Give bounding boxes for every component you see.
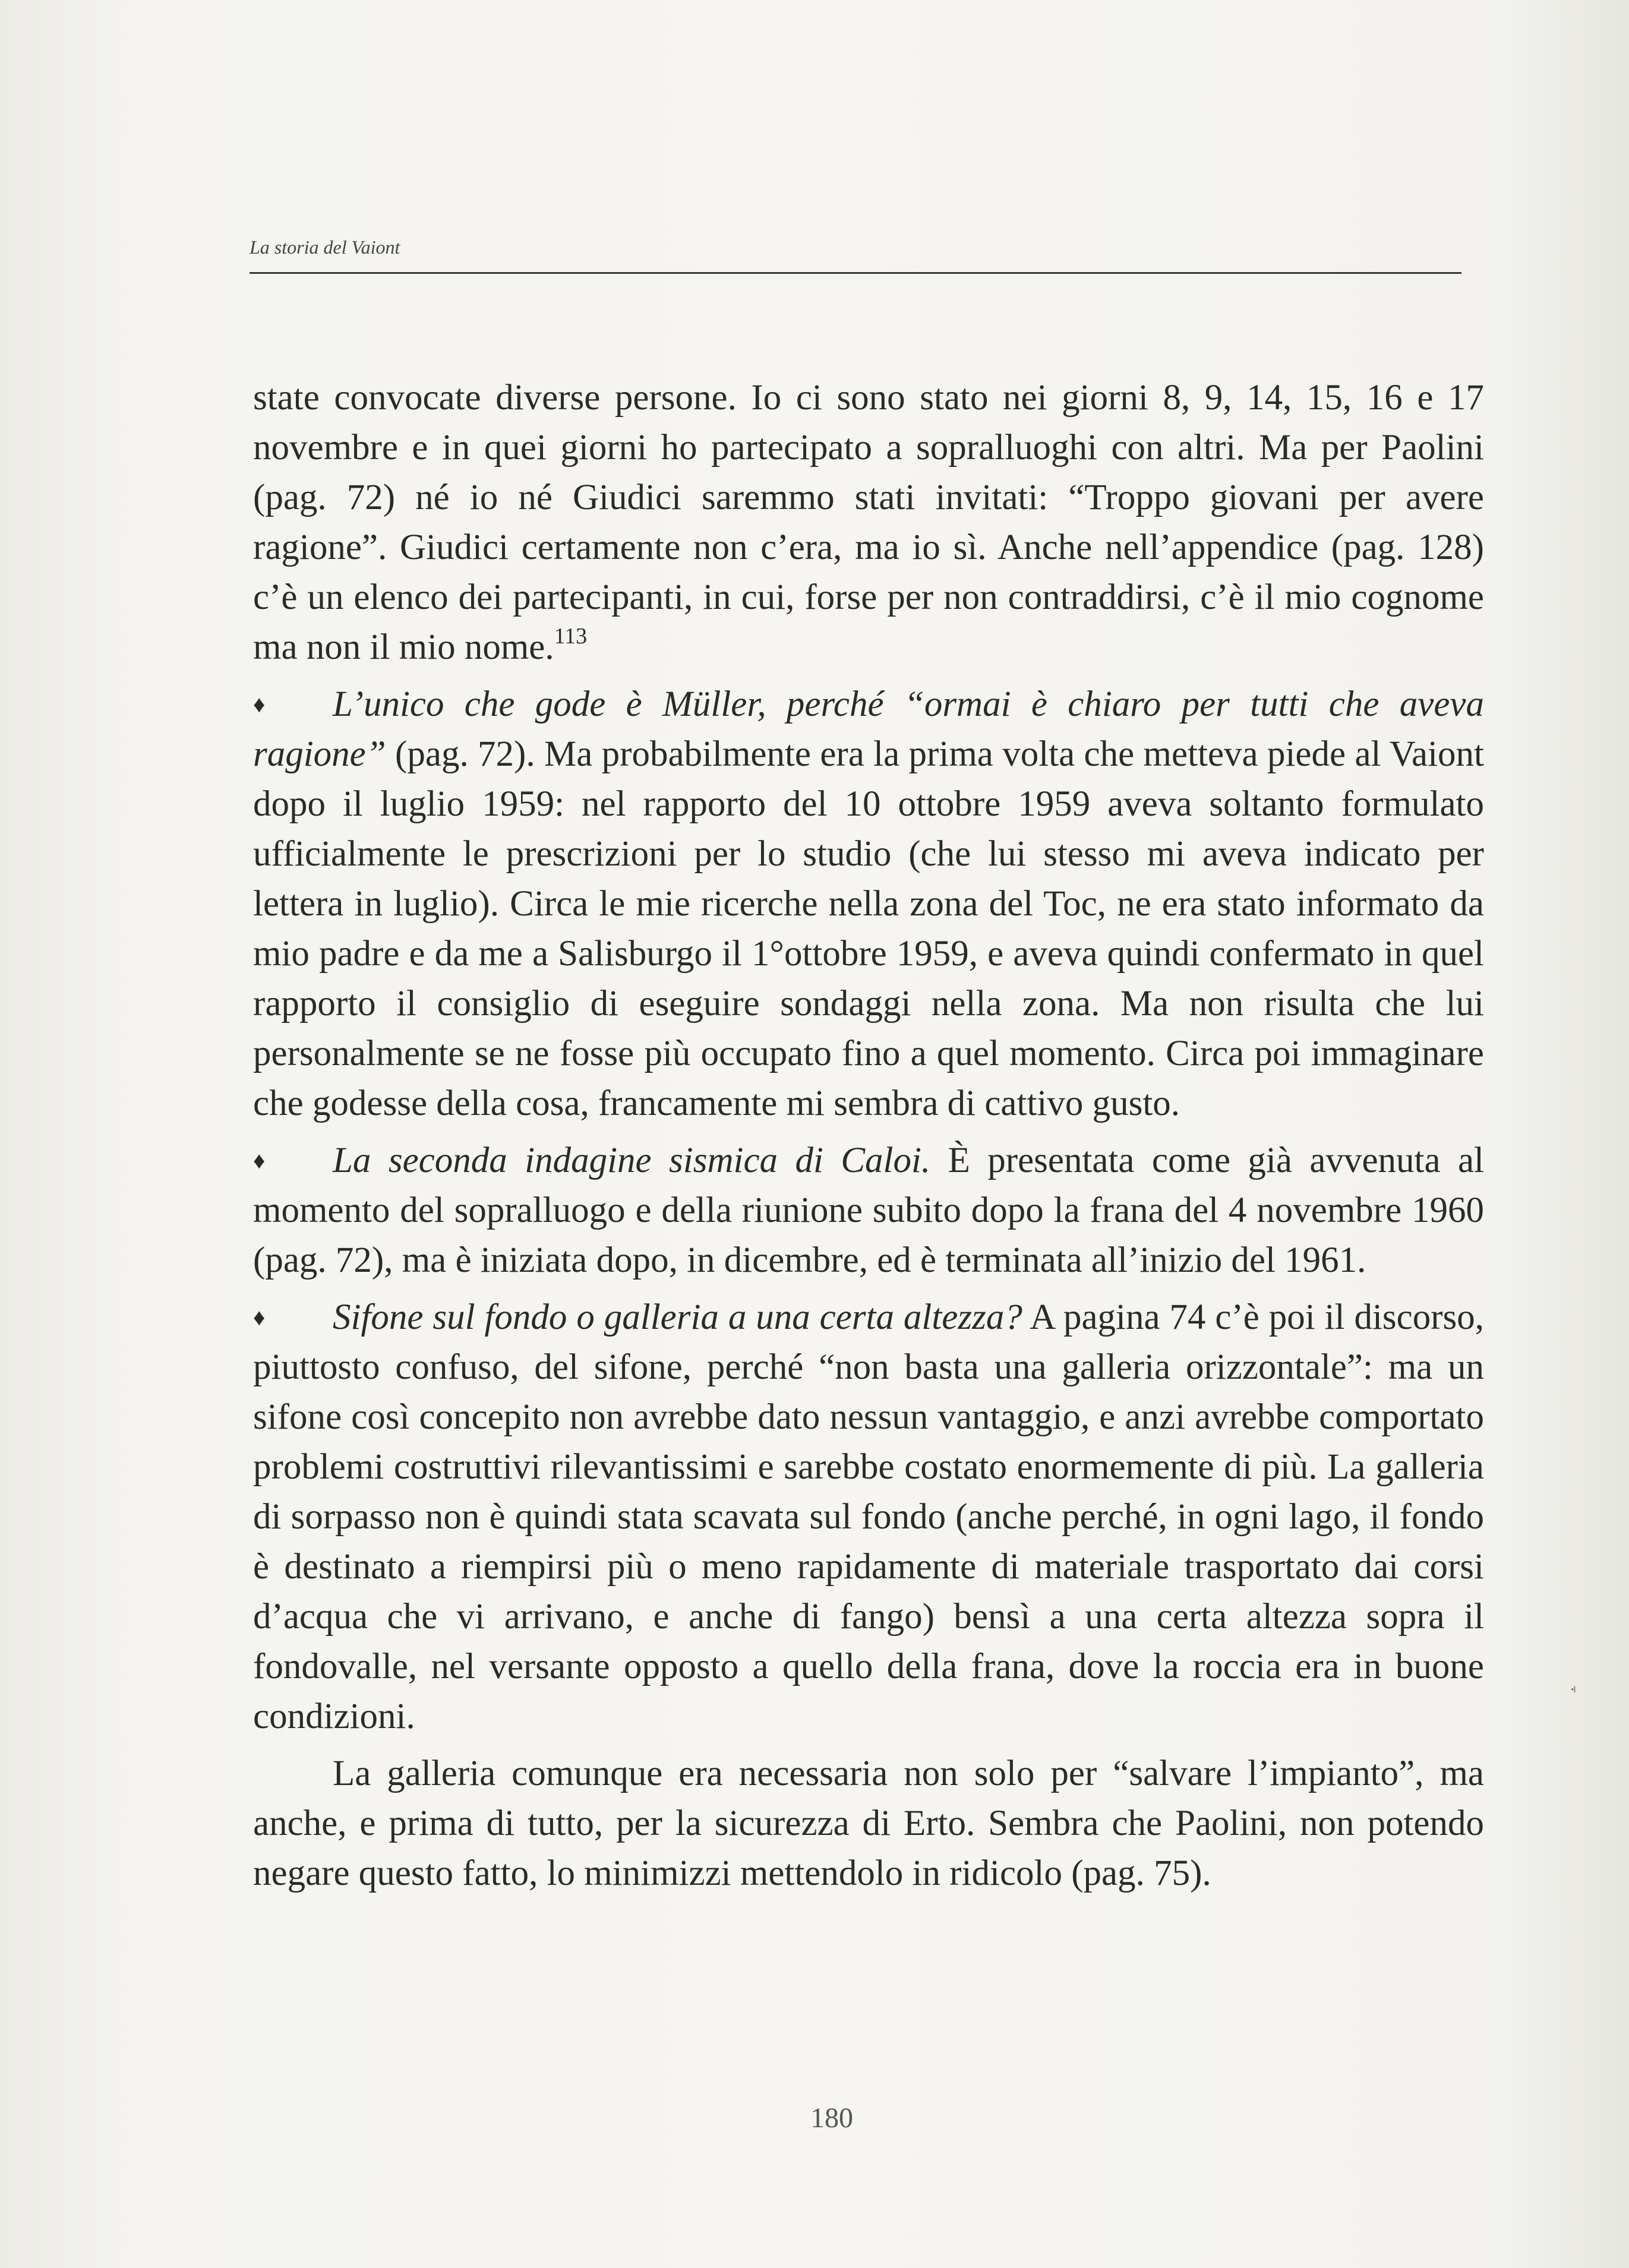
diamond-bullet-icon: ♦ <box>253 1147 266 1174</box>
diamond-bullet-icon: ♦ <box>253 691 266 718</box>
paragraph-2-text: (pag. 72). Ma probabilmente era la prima volta che metteva piede al Vaiont dopo il luglio 1959: nel rapporto del 10 ottobre 1959 aveva soltanto formulato ufficialmente le prescrizioni per lo studio (che lui stesso mi aveva indicato per lettera in luglio). Circa le mie ricerche nella zona del Toc, ne era stato informato da mio padre e da me a Salisburgo il 1°ottobre 1959, e aveva quindi confermato in quel rapporto il consiglio di eseguire sondaggi nella zona. Ma non risulta che lui personalmente se ne fosse più occupato fino a quel momento. Circa poi immaginare che godesse della cosa, francamente mi sembra di cattivo gusto. <box>253 734 1484 1123</box>
page-number: 180 <box>810 2102 853 2134</box>
paragraph-4-lead: Sifone sul fondo o galleria a una certa altezza? <box>333 1297 1022 1337</box>
paragraph-5 <box>253 1749 1484 1899</box>
diamond-bullet-icon: ♦ <box>253 1304 266 1331</box>
paragraph-2 <box>253 680 1484 1129</box>
running-head: La storia del Vaiont <box>250 236 400 258</box>
paragraph-3-text: È presentata come già avvenuta al momento del sopralluogo e della riunione subito dopo la frana del 4 novembre 1960 (pag. 72), ma è iniziata dopo, in dicembre, ed è terminata all’inizio del 1961. <box>253 1141 1484 1280</box>
paragraph-1 <box>253 373 1484 672</box>
body-text <box>253 373 1484 1906</box>
paragraph-2-lead: L’unico che gode è Müller, perché “ormai è chiaro per tutti che aveva ragione” <box>253 684 1484 774</box>
paragraph-3 <box>253 1136 1484 1285</box>
footnote-reference: 113 <box>554 624 588 649</box>
paragraph-1-text: state convocate diverse persone. Io ci sono stato nei giorni 8, 9, 14, 15, 16 e 17 novembre e in quei giorni ho partecipato a sopralluoghi con altri. Ma per Paolini (pag. 72) né io né Giudici saremmo stati invitati: “Troppo giovani per avere ragione”. Giudici certamente non c’era, ma io sì. Anche nell’appendice (pag. 128) c’è un elenco dei partecipanti, in cui, forse per non contraddirsi, c’è il mio cognome ma non il mio nome. <box>253 378 1484 667</box>
header-rule <box>250 272 1461 274</box>
paragraph-5-text: La galleria comunque era necessaria non solo per “salvare l’impianto”, ma anche, e prima di tutto, per la sicurezza di Erto. Sembra che Paolini, non potendo negare questo fatto, lo minimizzi mettendolo in ridicolo (pag. 75). <box>253 1754 1484 1893</box>
paragraph-4-text: A pagina 74 c’è poi il discorso, piuttosto confuso, del sifone, perché “non basta una galleria orizzontale”: ma un sifone così concepito non avrebbe dato nessun vantaggio, e anzi avrebbe comportato problemi costruttivi rilevantissimi e sarebbe costato enormemente di più. La galleria di sorpasso non è quindi stata scavata sul fondo (anche perché, in ogni lago, il fondo è destinato a riempirsi più o meno rapidamente di materiale trasportato dai corsi d’acqua che vi arrivano, e anche di fango) bensì a una certa altezza sopra il fondovalle, nel versante opposto a quello della frana, dove la roccia era in buone condizioni. <box>253 1297 1485 1736</box>
paragraph-4 <box>253 1293 1484 1742</box>
paragraph-3-lead: La seconda indagine sismica di Caloi. <box>333 1141 931 1180</box>
